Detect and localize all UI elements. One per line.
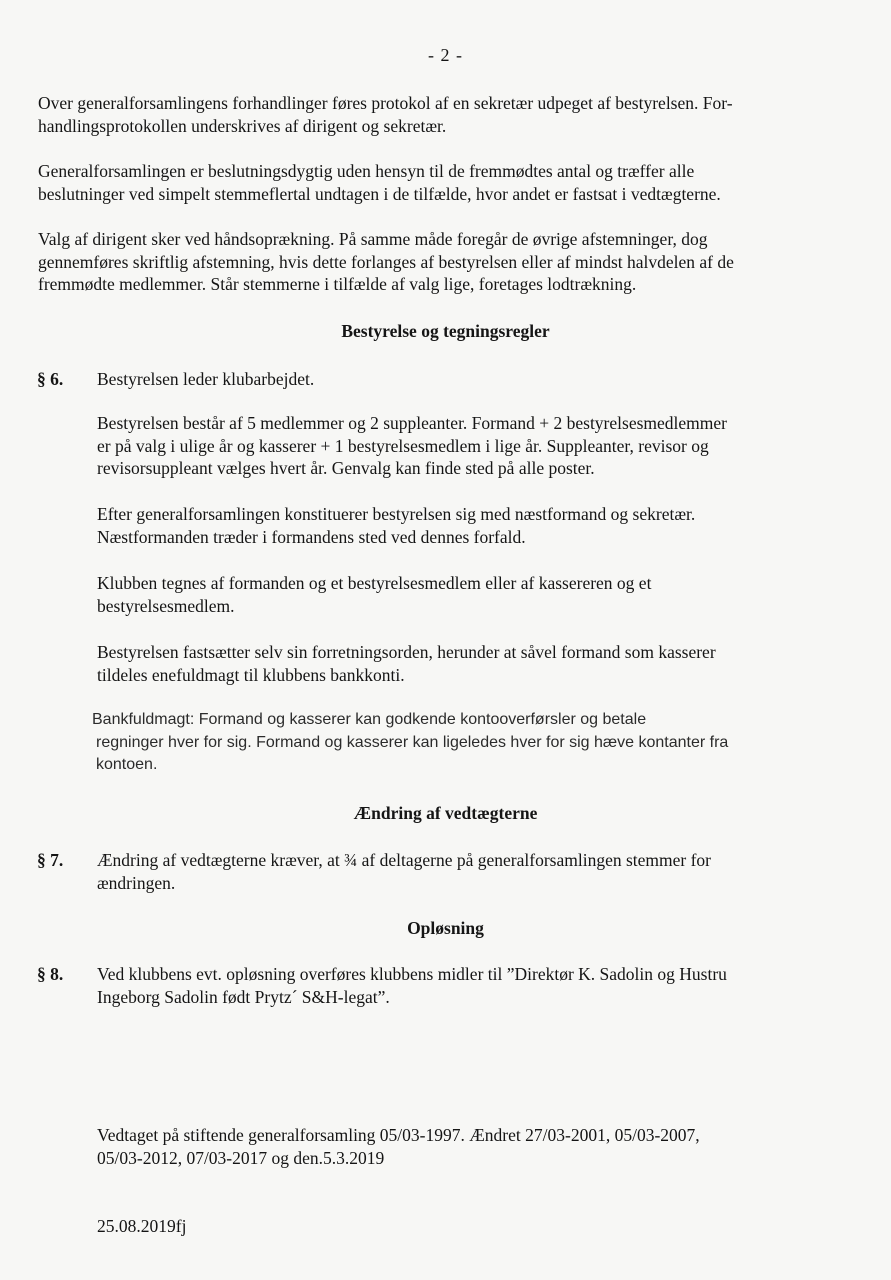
text-line: Valg af dirigent sker ved håndsoprækning. På samme måde foregår de øvrige afstemninger, dog: [38, 229, 708, 249]
bankfuldmagt-paragraph: [92, 709, 837, 777]
quorum-paragraph: [38, 160, 858, 205]
text-line: Ved klubbens evt. opløsning overføres klubbens midler til ”Direktør K. Sadolin og Hustru: [97, 964, 727, 984]
section-6-paragraph: [97, 412, 837, 480]
voting-paragraph: [38, 228, 858, 296]
heading-oplosning: Opløsning: [407, 918, 484, 938]
text-line: bestyrelsesmedlem.: [97, 595, 235, 616]
protocol-paragraph: [38, 92, 858, 137]
text-line: er på valg i ulige år og kasserer + 1 bestyrelsesmedlem i lige år. Suppleanter, revisor og: [97, 435, 709, 456]
text-line: gennemføres skriftlig afstemning, hvis dette forlanges af bestyrelsen eller af mindst halvdelen af de: [38, 251, 734, 272]
text-line: regninger hver for sig. Formand og kasserer kan ligeledes hver for sig hæve kontanter fra: [96, 733, 729, 751]
date-note: 25.08.2019fj: [97, 1216, 187, 1236]
section-8-paragraph: [97, 963, 837, 1008]
text-line: beslutninger ved simpelt stemmeflertal undtagen i de tilfælde, hvor andet er fastsat i vedtægterne.: [38, 183, 721, 204]
text-line: Bestyrelsen fastsætter selv sin forretningsorden, herunder at såvel formand som kasserer: [97, 642, 716, 662]
text-line: ændringen.: [97, 872, 176, 893]
text-line: Klubben tegnes af formanden og et bestyrelsesmedlem eller af kassereren og et: [97, 573, 652, 593]
section-8-number: § 8.: [37, 964, 64, 984]
text-line: fremmødte medlemmer. Står stemmerne i tilfælde af valg lige, foretages lodtrækning.: [38, 274, 637, 294]
text-line: Ingeborg Sadolin født Prytz´ S&H-legat”.: [97, 986, 390, 1007]
text-line: Over generalforsamlingens forhandlinger føres protokol af en sekretær udpeget af bestyrelsen. For-: [38, 93, 733, 113]
text-line: Bankfuldmagt: Formand og kasserer kan godkende kontooverførsler og betale: [92, 711, 647, 728]
section-7-number: § 7.: [37, 850, 64, 870]
text-line: kontoen.: [96, 756, 158, 773]
text-line: revisorsuppleant vælges hvert år. Genvalg kan finde sted på alle poster.: [97, 458, 595, 478]
section-7-paragraph: [97, 849, 837, 894]
text-line: Bestyrelsen leder klubarbejdet.: [97, 369, 315, 389]
text-line: 05/03-2012, 07/03-2017 og den.5.3.2019: [97, 1147, 385, 1168]
section-6-number: § 6.: [37, 369, 64, 389]
heading-aendring: Ændring af vedtægterne: [353, 803, 538, 823]
heading-bestyrelse: Bestyrelse og tegningsregler: [341, 321, 550, 341]
text-line: Vedtaget på stiftende generalforsamling 05/03-1997. Ændret 27/03-2001, 05/03-2007,: [97, 1125, 700, 1145]
section-6-paragraph: [97, 503, 837, 548]
text-line: Efter generalforsamlingen konstituerer bestyrelsen sig med næstformand og sekretær.: [97, 504, 696, 524]
section-6-paragraph: [97, 368, 837, 391]
text-line: Generalforsamlingen er beslutningsdygtig uden hensyn til de fremmødtes antal og træffer alle: [38, 161, 695, 181]
text-line: Bestyrelsen består af 5 medlemmer og 2 suppleanter. Formand + 2 bestyrelsesmedlemmer: [97, 413, 727, 433]
page-number: - 2 -: [428, 45, 463, 65]
adopted-note: [97, 1124, 837, 1169]
text-line: tildeles enefuldmagt til klubbens bankkonti.: [97, 664, 405, 685]
text-line: Ændring af vedtægterne kræver, at ¾ af deltagerne på generalforsamlingen stemmer for: [97, 850, 711, 870]
section-6-paragraph: [97, 572, 837, 617]
text-line: handlingsprotokollen underskrives af dirigent og sekretær.: [38, 115, 447, 136]
text-line: Næstformanden træder i formandens sted ved dennes forfald.: [97, 526, 526, 547]
section-6-paragraph: [97, 641, 837, 686]
